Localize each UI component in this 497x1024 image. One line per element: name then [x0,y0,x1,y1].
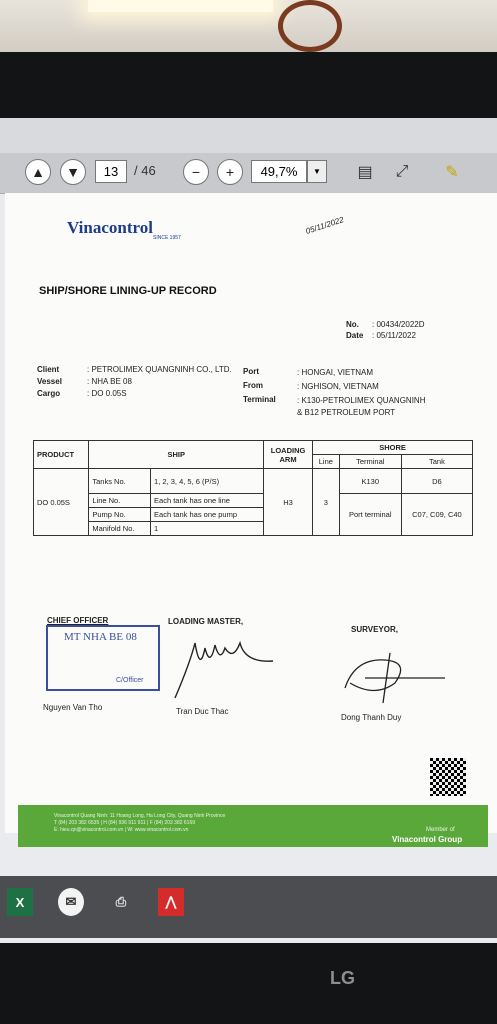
terminal-value: : K130-PETROLIMEX QUANGNINH [297,396,426,405]
scanner-icon: ⎙ [115,894,127,909]
taskbar [0,876,497,938]
zoom-in-icon: + [225,164,235,180]
previous-page-button[interactable] [25,159,51,185]
zoom-level-input[interactable]: 49,7% [251,160,307,183]
qr-code [430,758,466,796]
footer-phone: T (84) 203 382 6535 | H (84) 936 911 911 | F (84) 203 382 6169 [54,820,196,826]
terminal-value-2: & B12 PETROLEUM PORT [297,408,396,417]
lining-up-table [33,440,473,536]
surveyor-signature [335,648,455,708]
page-total: / 46 [134,163,156,178]
loading-master-label: LOADING MASTER, [168,617,244,626]
chat-taskbar-button[interactable] [58,888,84,916]
no-label: No. [346,320,359,329]
cell-line-label: Line No. [89,494,151,508]
cell-pump-label: Pump No. [89,508,151,522]
cell-manifold-label: Manifold No. [89,522,151,536]
date-label: Date [346,331,364,340]
screen [0,118,497,943]
logo-since: SINCE 1957 [153,235,181,241]
cell-product: DO 0.05S [34,469,89,536]
footer-email: E: hieu.qn@vinacontrol.com.vn | W: www.vinacontrol.com.vn [54,827,189,833]
next-page-icon: ▼ [66,164,80,180]
header-shore: SHORE [313,441,473,455]
comment-button[interactable] [440,159,464,185]
header-tank: Tank [401,455,472,469]
cell-terminal-1: K130 [339,469,401,494]
save-icon: ▤ [357,164,373,181]
stamp-vessel-name: MT NHA BE 08 [64,631,137,643]
pdf-reader-icon: ⋀ [165,894,177,909]
vessel-value: : NHA BE 08 [87,377,132,386]
port-value: : HONGAI, VIETNAM [297,368,374,377]
cell-tanks-value: 1, 2, 3, 4, 5, 6 (P/S) [151,469,264,494]
client-value: : PETROLIMEX QUANGNINH CO., LTD. [87,365,232,374]
zoom-in-button[interactable] [217,159,243,185]
from-label: From [243,381,263,390]
scanner-taskbar-button[interactable] [108,888,134,916]
comment-icon: ✎ [445,164,459,181]
chat-icon: ✉ [65,894,77,909]
cargo-label: Cargo [37,389,61,398]
save-button[interactable] [353,159,377,185]
header-terminal: Terminal [339,455,401,469]
vessel-label: Vessel [37,377,62,386]
terminal-label: Terminal [243,395,276,404]
fit-page-button[interactable] [390,159,414,185]
vinacontrol-logo: Vinacontrol [67,218,153,237]
date-value: : 05/11/2022 [372,331,416,340]
chief-officer-label: CHIEF OFFICER [47,616,109,625]
monitor-brand-logo: LG [330,968,355,988]
fit-page-icon: ⤢ [395,163,409,180]
dropdown-icon: ▼ [313,167,321,176]
vessel-stamp [46,625,160,691]
cell-tank-2: C07, C09, C40 [401,494,472,536]
previous-page-icon: ▲ [31,164,45,180]
header-product: PRODUCT [34,441,89,469]
excel-icon: X [15,894,25,910]
document-title: SHIP/SHORE LINING-UP RECORD [39,285,217,297]
client-label: Client [37,365,60,374]
excel-taskbar-button[interactable] [7,888,33,916]
cell-terminal-2: Port terminal [339,494,401,536]
handwritten-date: 05/11/2022 [304,215,345,236]
footer-address: Vinacontrol Quang Ninh: 11 Hoang Long, Ha Long City, Quang Ninh Province [54,813,226,819]
background-wall [0,0,497,60]
decorative-wheel [278,0,342,52]
pdf-toolbar [0,153,497,194]
document-footer [18,805,488,847]
port-label: Port [243,367,259,376]
loading-master-name: Tran Duc Thac [176,707,229,716]
cell-tanks-label: Tanks No. [89,469,151,494]
cell-tank-1: D6 [401,469,472,494]
header-loading-arm: LOADING ARM [264,441,313,469]
cell-pump-value: Each tank has one pump [151,508,264,522]
no-value: : 00434/2022D [372,320,425,329]
from-value: : NGHISON, VIETNAM [297,382,379,391]
footer-member-of: Member of [426,827,455,833]
page-number-input[interactable]: 13 [95,160,127,183]
header-ship: SHIP [89,441,264,469]
cell-manifold-value: 1 [151,522,264,536]
footer-group: Vinacontrol Group [392,835,463,844]
window-band [0,118,497,153]
cell-line-value: Each tank has one line [151,494,264,508]
cell-line: 3 [313,469,340,536]
zoom-out-icon: − [191,164,201,180]
loading-master-signature [165,633,275,703]
surveyor-name: Dong Thanh Duy [341,713,402,722]
next-page-button[interactable] [60,159,86,185]
zoom-dropdown-button[interactable] [307,160,327,183]
zoom-out-button[interactable] [183,159,209,185]
surveyor-label: SURVEYOR, [351,625,398,634]
pdf-reader-taskbar-button[interactable] [158,888,184,916]
cell-arm: H3 [264,469,313,536]
header-line: Line [313,455,340,469]
stamp-role: C/Officer [116,677,144,684]
cargo-value: : DO 0.05S [87,389,127,398]
pdf-page [5,193,497,844]
chief-officer-name: Nguyen Van Tho [43,703,103,712]
ceiling-lamp [88,0,273,12]
